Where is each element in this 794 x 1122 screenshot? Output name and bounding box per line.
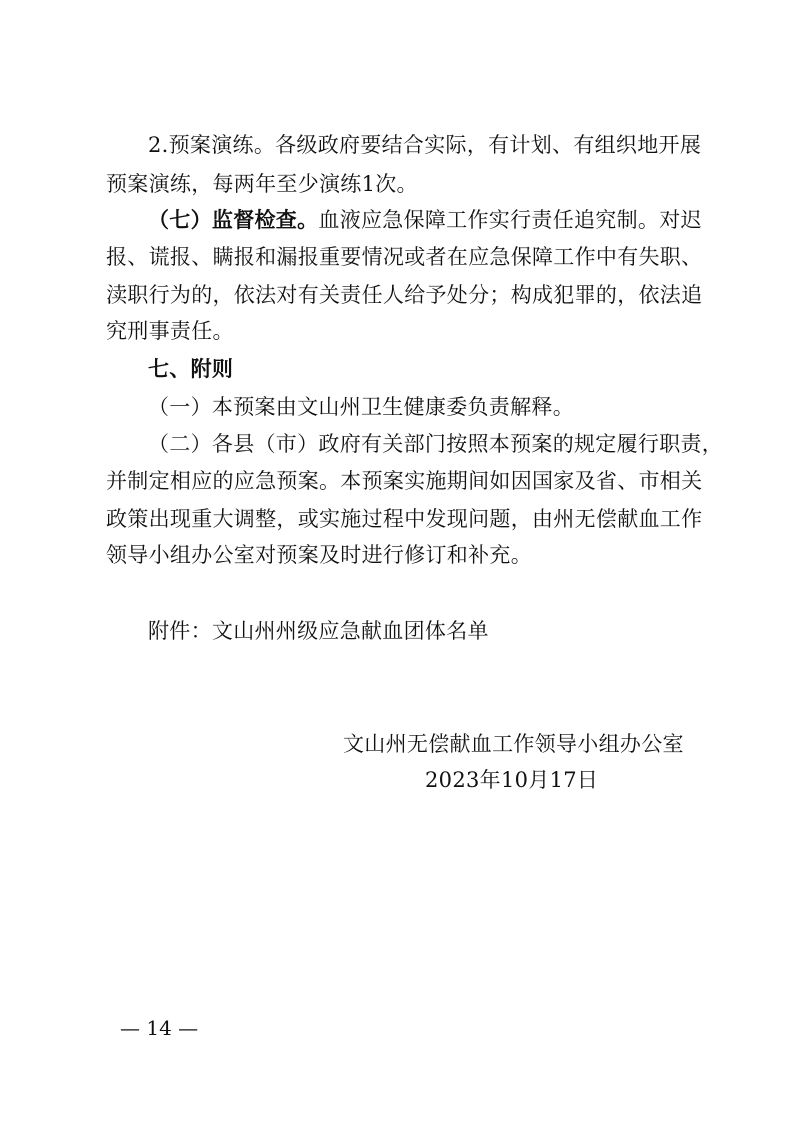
paragraph-item-2-line-2: 并制定相应的应急预案。本预案实施期间如因国家及省、市相关 [106, 469, 703, 493]
paragraph-item-1: （一）本预案由文山州卫生健康委负责解释。 [148, 395, 574, 419]
supervision-heading: （七）监督检查。 [148, 207, 319, 232]
section-heading: 七、附则 [148, 356, 234, 381]
page-number: — 14 — [120, 1016, 199, 1040]
paragraph-supervision-line-3: 渎职行为的，依法对有关责任人给予处分；构成犯罪的，依法追 [106, 283, 703, 307]
paragraph-item-2-line-3: 政策出现重大调整，或实施过程中发现问题，由州无偿献血工作 [106, 507, 703, 531]
signature-office: 文山州无偿献血工作领导小组办公室 [343, 732, 684, 756]
paragraph-drill-line-1: 2.预案演练。各级政府要结合实际，有计划、有组织地开展 [148, 133, 702, 157]
signature-date: 2023年10月17日 [425, 768, 599, 792]
paragraph-drill-line-2: 预案演练，每两年至少演练1次。 [106, 172, 418, 196]
paragraph-supervision-line-1 [148, 206, 702, 234]
paragraph-item-2-line-4: 领导小组办公室对预案及时进行修订和补充。 [106, 543, 532, 567]
supervision-text: 血液应急保障工作实行责任追究制。对迟 [318, 208, 702, 232]
attachment-line: 附件：文山州州级应急献血团体名单 [148, 619, 489, 643]
paragraph-item-2-line-1: （二）各县（市）政府有关部门按照本预案的规定履行职责， [148, 432, 724, 456]
paragraph-supervision-line-4: 究刑事责任。 [106, 319, 234, 343]
paragraph-supervision-line-2: 报、谎报、瞒报和漏报重要情况或者在应急保障工作中有失职、 [106, 245, 703, 269]
